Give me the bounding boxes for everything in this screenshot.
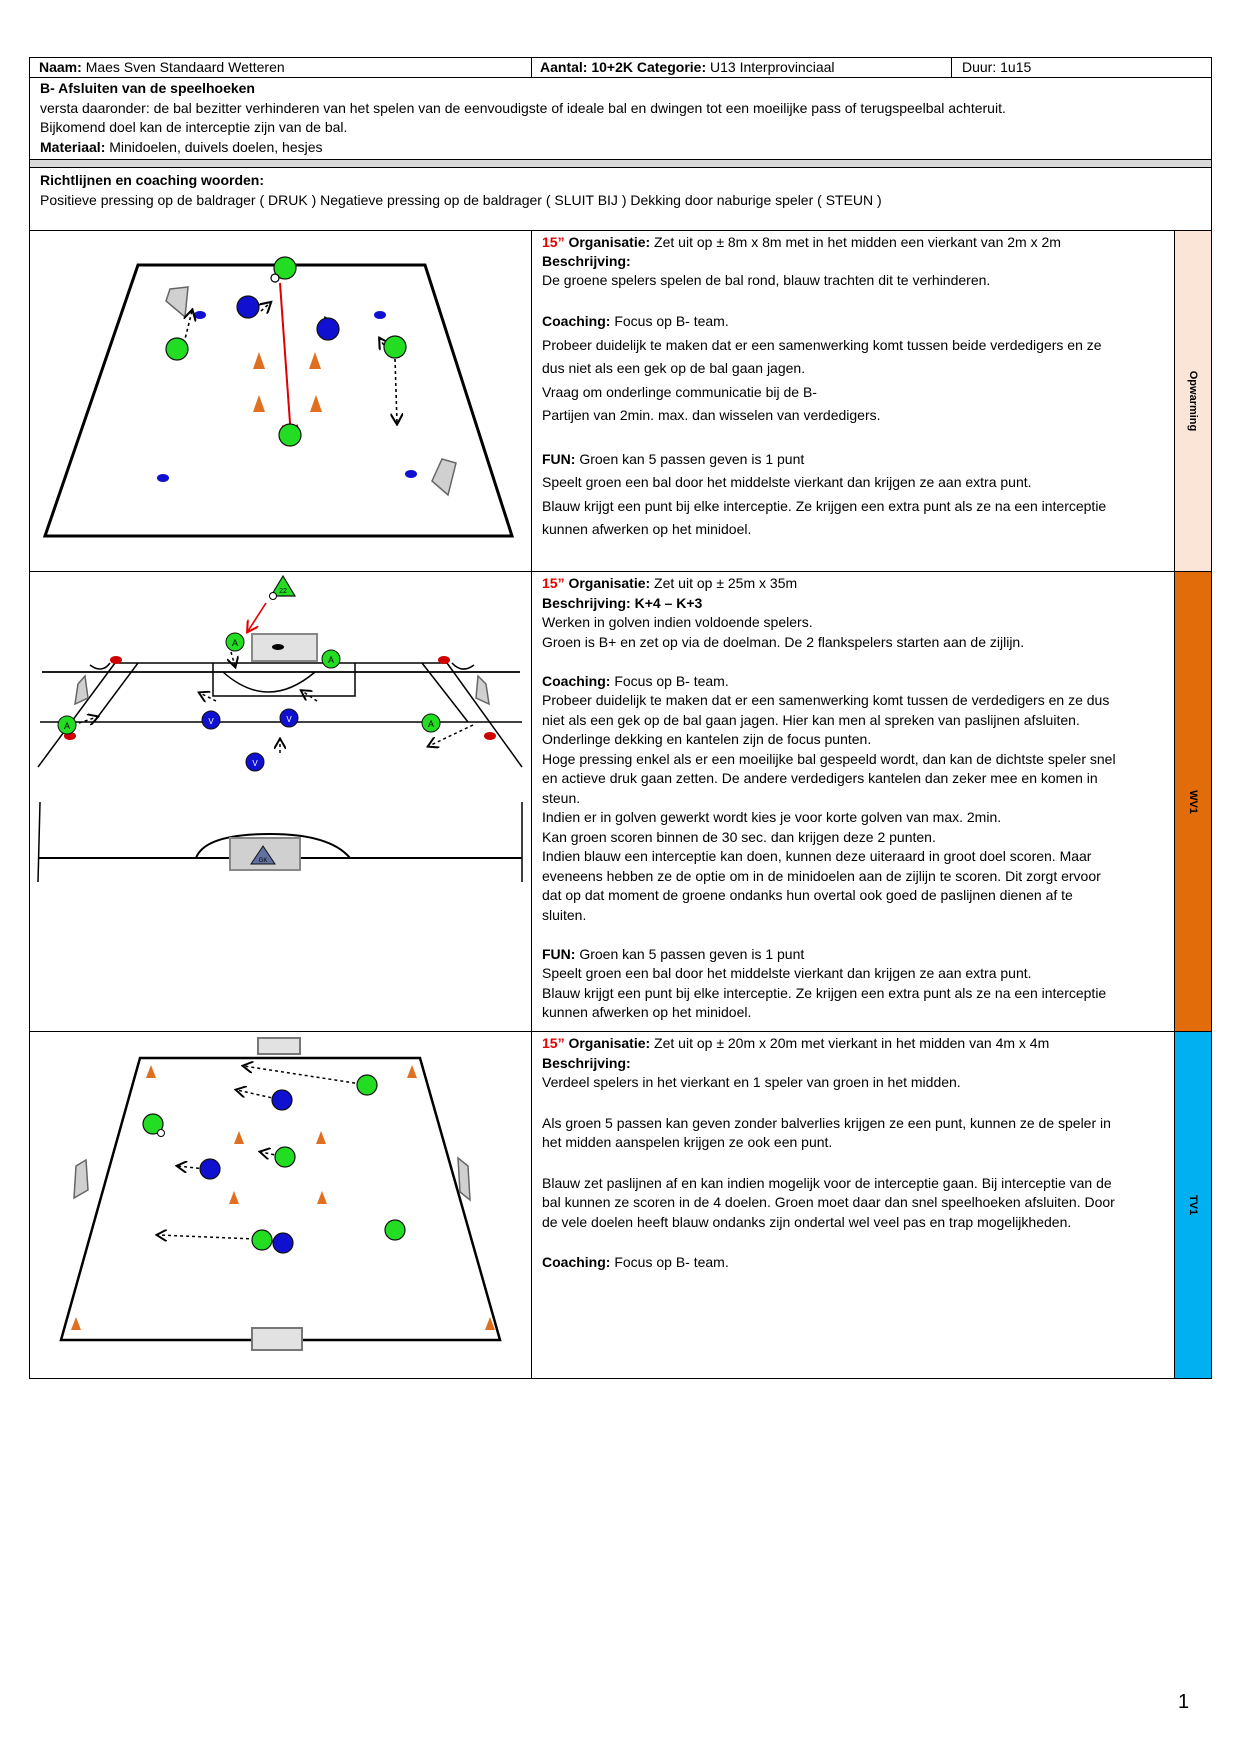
naam-label: Naam: — [39, 59, 82, 75]
s2-beschr-label: Beschrijving: K+4 – K+3 — [542, 594, 703, 611]
s2-coaching-line: Onderlinge dekking en kantelen zijn de focus punten. — [542, 731, 872, 747]
s1-fun-label: FUN: — [542, 450, 576, 467]
defender-player — [280, 709, 298, 727]
attacker-player — [322, 650, 340, 668]
player-blue — [317, 318, 339, 340]
s3-org — [542, 1034, 1164, 1054]
attacker-player — [422, 714, 440, 732]
marker-icon — [484, 732, 496, 740]
naam-value: Maes Sven Standaard Wetteren — [85, 59, 285, 75]
s3-beschr-line: Verdeel spelers in het vierkant en 1 speler van groen in het midden. — [542, 1074, 961, 1090]
s2-org-value: Zet uit op ± 25m x 35m — [650, 575, 798, 591]
materiaal-value: Minidoelen, duivels doelen, hesjes — [109, 138, 323, 155]
s1-fun-line: kunnen afwerken op het minidoel. — [542, 521, 752, 537]
marker-icon — [438, 656, 450, 664]
header-aantal — [531, 57, 952, 78]
minigoal-icon — [74, 1160, 88, 1198]
attacker-label: A — [327, 655, 335, 665]
attacker-player — [58, 716, 76, 734]
s1-fun — [542, 448, 1164, 472]
s1-coaching-line: dus niet als een gek op de bal gaan jagen. — [542, 360, 806, 376]
s2-coaching-line: niet als een gek op de bal gaan jagen. Hier kan men al spreken van paslijnen afsluiten. — [542, 711, 1080, 728]
s3-org-value: Zet uit op ± 20m x 20m met vierkant in het midden van 4m x 4m — [650, 1035, 1050, 1051]
s2-coaching-line: Hoge pressing enkel als er een moeilijke bal gespeeld wordt, dan kan de dichtste speler snel — [542, 750, 1116, 767]
bottom-minigoal — [252, 1328, 302, 1350]
side-label-opwarming — [1174, 230, 1212, 572]
s3-time: 15” — [542, 1035, 565, 1051]
attacker-label: A — [427, 719, 435, 729]
warmup-field-diagram — [30, 231, 531, 571]
richtlijnen-title: Richtlijnen en coaching woorden: — [40, 172, 265, 188]
s2-fun — [542, 945, 1164, 965]
s3-org-label: Organisatie: — [568, 1035, 651, 1051]
player-green — [357, 1075, 377, 1095]
player-green — [384, 336, 406, 358]
side-label-text: TV1 — [1187, 1194, 1199, 1216]
page-number: 1 — [1178, 1691, 1190, 1713]
gk-top-label: 22 — [279, 588, 287, 595]
defender-label: V — [208, 717, 214, 726]
s3-coaching-value: Focus op B- team. — [610, 1254, 729, 1270]
s3-para2-line: Blauw zet paslijnen af en kan indien mogelijk voor de interceptie gaan. Bij interceptie van de — [542, 1174, 1112, 1191]
s1-coaching-value: Focus op B- team. — [610, 313, 729, 329]
minigoal-icon — [458, 1158, 470, 1200]
ball-icon — [270, 593, 277, 600]
s2-coaching-line: Indien blauw een interceptie kan doen, kunnen deze uiteraard in groot doel scoren. Maar — [542, 848, 1092, 864]
materiaal-label: Materiaal: — [40, 138, 106, 155]
aantal-label: Aantal: 10+2K — [540, 59, 633, 75]
side-label-wv1 — [1174, 571, 1212, 1032]
s1-beschr-line: De groene spelers spelen de bal rond, blauw trachten dit te verhinderen. — [542, 272, 991, 288]
s3-para2-line: bal kunnen ze scoren in de 4 doelen. Groen moet daar dan snel speelhoeken afsluiten. Door — [542, 1194, 1115, 1210]
s1-org-value: Zet uit op ± 8m x 8m met in het midden een vierkant van 2m x 2m — [650, 234, 1061, 250]
marker-icon — [157, 474, 169, 482]
intro-line-2: Bijkomend doel kan de interceptie zijn van de bal. — [40, 119, 348, 135]
top-minigoal — [258, 1038, 300, 1054]
diagram-cell-3 — [29, 1031, 532, 1379]
player-green — [385, 1220, 405, 1240]
s2-coaching-label: Coaching: — [542, 672, 611, 689]
s1-beschr-label: Beschrijving: — [542, 253, 631, 269]
duur-value: Duur: 1u15 — [962, 59, 1032, 75]
s1-org — [542, 233, 1164, 252]
s1-fun-value: Groen kan 5 passen geven is 1 punt — [575, 450, 805, 467]
defender-label: V — [252, 759, 258, 768]
ball-icon — [158, 1130, 165, 1137]
s2-org-label: Organisatie: — [568, 575, 651, 591]
defender-player — [246, 753, 264, 771]
player-green — [166, 338, 188, 360]
s2-fun-label: FUN: — [542, 945, 576, 962]
gk-bottom-label: GK — [258, 858, 268, 864]
marker-icon — [374, 311, 386, 319]
materiaal-line — [40, 138, 1201, 158]
section-2-text — [531, 571, 1175, 1032]
s1-fun-line: Blauw krijgt een punt bij elke interceptie. Ze krijgen een extra punt als ze na een interceptie — [542, 497, 1107, 514]
header-naam — [29, 57, 532, 78]
s1-coaching-line: Partijen van 2min. max. dan wisselen van verdedigers. — [542, 407, 881, 423]
attacker-label: A — [63, 721, 71, 731]
s2-fun-line: Blauw krijgt een punt bij elke interceptie. Ze krijgen een extra punt als ze na een interceptie — [542, 984, 1107, 1001]
marker-icon — [405, 470, 417, 478]
diagram-cell-2 — [29, 571, 532, 1032]
s1-coaching-line: Probeer duidelijk te maken dat er een samenwerking komt tussen beide verdedigers en ze — [542, 336, 1102, 353]
s2-coaching-line: Indien er in golven gewerkt wordt kies je voor korte golven van max. 2min. — [542, 809, 1002, 825]
s3-para1-line: Als groen 5 passen kan geven zonder balverlies krijgen ze een punt, kunnen ze de speler in — [542, 1114, 1111, 1131]
attacker-player — [226, 633, 244, 651]
s1-org-label: Organisatie: — [568, 234, 651, 250]
s1-fun-line: Speelt groen een bal door het middelste vierkant dan krijgen ze aan extra punt. — [542, 474, 1032, 490]
richtlijnen-block — [29, 167, 1212, 231]
side-label-text: WV1 — [1187, 789, 1199, 814]
player-blue — [272, 1090, 292, 1110]
s2-coaching-line: Probeer duidelijk te maken dat er een samenwerking komt tussen de verdedigers en ze dus — [542, 692, 1110, 708]
s3-coaching-label: Coaching: — [542, 1254, 611, 1270]
categorie-value: U13 Interprovinciaal — [710, 59, 835, 75]
marker-icon — [110, 656, 122, 664]
wv1-field-diagram — [30, 572, 531, 1031]
s2-coaching-value: Focus op B- team. — [610, 672, 729, 689]
header-duur — [951, 57, 1212, 78]
richtlijnen-text: Positieve pressing op de baldrager ( DRUK ) Negatieve pressing op de baldrager ( SLUIT BIJ ) Dekking door naburige speler ( STEUN ) — [40, 192, 882, 208]
ball-icon — [271, 274, 279, 282]
section-3-text — [531, 1031, 1175, 1379]
s2-coaching-line: steun. — [542, 789, 581, 806]
s2-coaching — [542, 672, 1164, 692]
s3-beschr-label: Beschrijving: — [542, 1054, 631, 1071]
player-green — [279, 424, 301, 446]
player-blue — [200, 1159, 220, 1179]
player-blue — [237, 296, 259, 318]
defender-label: V — [286, 715, 292, 724]
s2-fun-line: Speelt groen een bal door het middelste vierkant dan krijgen ze aan extra punt. — [542, 965, 1032, 981]
s2-time: 15” — [542, 575, 565, 591]
side-label-tv1 — [1174, 1031, 1212, 1379]
player-green — [275, 1147, 295, 1167]
s3-coaching — [542, 1253, 1164, 1273]
minigoal-icon — [75, 676, 88, 704]
section-1-text — [531, 230, 1175, 572]
s2-coaching-line: dat op dat moment de groene ondanks hun overtal ook goed de paslijnen dienen af te — [542, 887, 1073, 903]
categorie-label: Categorie: — [636, 59, 707, 75]
intro-block — [29, 77, 1212, 160]
s1-coaching — [542, 310, 1164, 334]
attacker-label: A — [231, 638, 239, 648]
s2-coaching-line: en actieve druk gaan zetten. De andere verdedigers kantelen dan zeker mee en komen in — [542, 770, 1098, 786]
intro-line-1: versta daaronder: de bal bezitter verhinderen van het spelen van de eenvoudigste of ideale bal en dwingen tot een moeilijke pass of terugspeelbal achteruit. — [40, 99, 1006, 116]
s2-coaching-line: eveneens hebben ze de optie om in de minidoelen aan de zijlijn te scoren. Dit zorgt ervoor — [542, 867, 1101, 884]
s2-coaching-line: Kan groen scoren binnen de 30 sec. dan krijgen deze 2 punten. — [542, 828, 936, 845]
s2-fun-line: kunnen afwerken op het minidoel. — [542, 1004, 752, 1020]
s2-fun-value: Groen kan 5 passen geven is 1 punt — [575, 945, 805, 962]
pitch-outline — [45, 265, 512, 536]
s2-coaching-line: sluiten. — [542, 906, 587, 923]
s1-time: 15” — [542, 234, 565, 250]
s2-org — [542, 574, 1164, 594]
tv1-field-diagram — [30, 1032, 531, 1378]
defender-player — [202, 711, 220, 729]
player-blue — [273, 1233, 293, 1253]
s1-coaching-line: Vraag om onderlinge communicatie bij de B- — [542, 383, 817, 400]
diagram-cell-1 — [29, 230, 532, 572]
s3-para1-line: het midden aanspelen krijgen ze ook een punt. — [542, 1134, 833, 1150]
s2-beschr-line: Groen is B+ en zet op via de doelman. De 2 flankspelers starten aan de zijlijn. — [542, 633, 1025, 650]
s1-coaching-label: Coaching: — [542, 313, 611, 329]
minigoal-icon — [476, 676, 489, 704]
s2-beschr-line: Werken in golven indien voldoende spelers. — [542, 614, 813, 630]
top-goal — [252, 634, 317, 661]
player-green — [252, 1230, 272, 1250]
marker-icon — [194, 311, 206, 319]
intro-title: B- Afsluiten van de speelhoeken — [40, 80, 255, 96]
side-label-text: Opwarming — [1187, 370, 1199, 432]
s3-para2-line: de vele doelen heeft blauw ondanks zijn ondertal wel veel pas en trap mogelijkheden. — [542, 1213, 1072, 1230]
